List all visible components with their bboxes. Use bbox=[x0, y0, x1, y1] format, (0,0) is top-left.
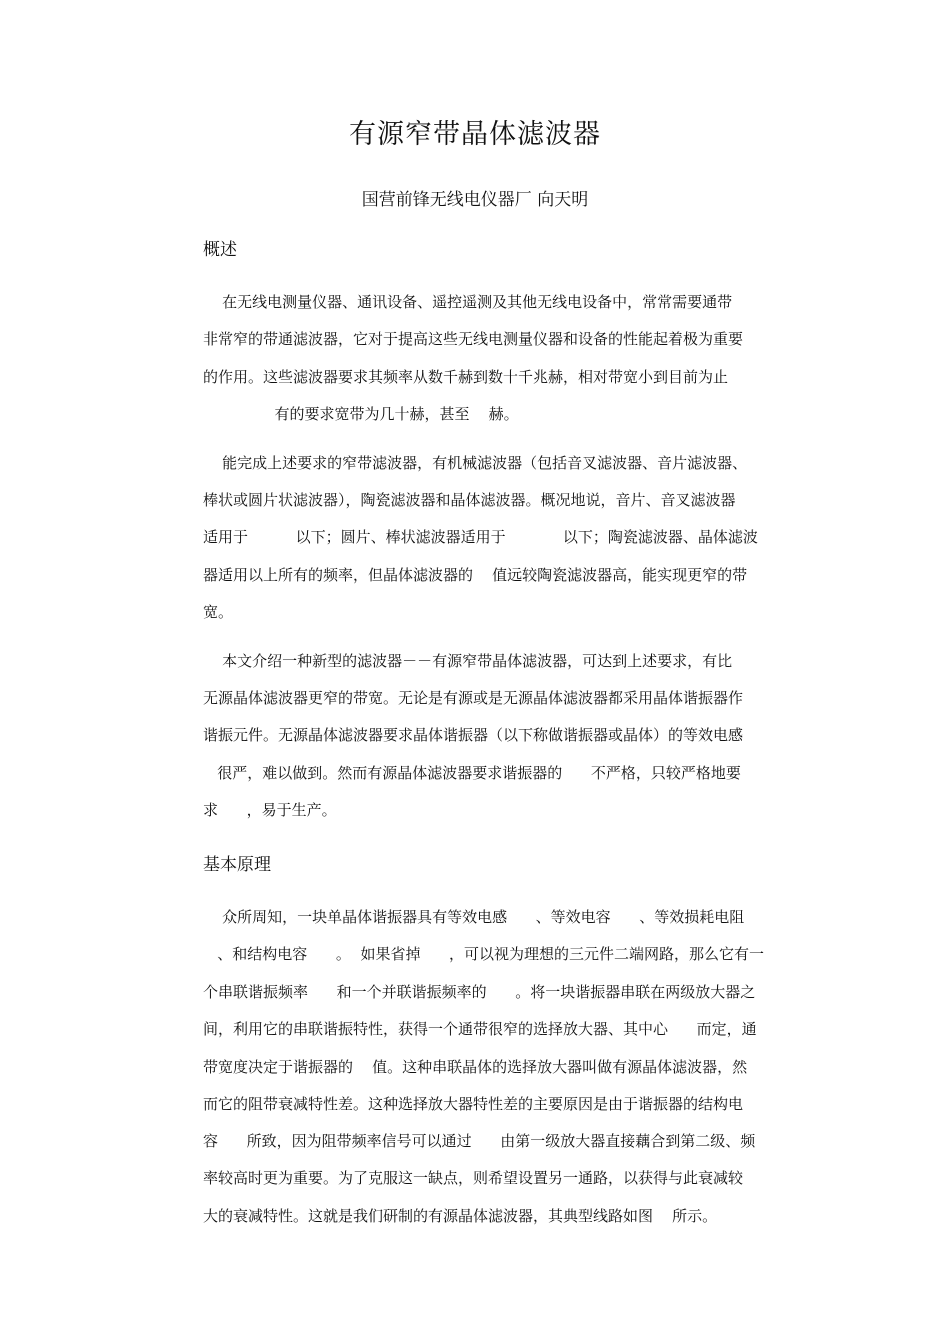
paragraph-line: 适用于 以下；圆片、棒状滤波器适用于 以下；陶瓷滤波器、晶体滤波 bbox=[203, 528, 758, 546]
paragraph-line: 间，利用它的串联谐振特性，获得一个通带很窄的选择放大器、其中心 而定，通 bbox=[203, 1020, 757, 1038]
paragraph-line: 棒状或圆片状滤波器），陶瓷滤波器和晶体滤波器。概况地说，音片、音叉滤波器 bbox=[203, 491, 736, 509]
paragraph-line: 众所周知，一块单晶体谐振器具有等效电感 、等效电容 、等效损耗电阻 bbox=[203, 908, 745, 926]
paragraph-line: 器适用以上所有的频率，但晶体滤波器的 值远较陶瓷滤波器高，能实现更窄的带 bbox=[203, 566, 748, 584]
paragraph-line: 本文介绍一种新型的滤波器－－有源窄带晶体滤波器，可达到上述要求，有比 bbox=[203, 652, 733, 670]
paragraph-line: 能完成上述要求的窄带滤波器，有机械滤波器（包括音叉滤波器、音片滤波器、 bbox=[203, 454, 748, 472]
paragraph-line: 在无线电测量仪器、通讯设备、遥控遥测及其他无线电设备中，常常需要通带 bbox=[203, 293, 733, 311]
paragraph-line: 的作用。这些滤波器要求其频率从数千赫到数十千兆赫，相对带宽小到目前为止 bbox=[203, 368, 729, 386]
paragraph-line: 大的衰减特性。这就是我们研制的有源晶体滤波器，其典型线路如图 所示。 bbox=[203, 1207, 718, 1225]
paragraph-line: 宽。 bbox=[203, 603, 234, 621]
paragraph-line: 很严，难以做到。然而有源晶体滤波器要求谐振器的 不严格，只较严格地要 bbox=[203, 764, 741, 782]
paragraph-line: 无源晶体滤波器更窄的带宽。无论是有源或是无源晶体滤波器都采用晶体谐振器作 bbox=[203, 689, 744, 707]
paragraph-line: 求 ，易于生产。 bbox=[203, 801, 337, 819]
paragraph-line: 谐振元件。无源晶体滤波器要求晶体谐振器（以下称做谐振器或晶体）的等效电感 bbox=[203, 726, 744, 744]
paragraph-line: 容 所致，因为阻带频率信号可以通过 由第一级放大器直接藕合到第二级、频 bbox=[203, 1132, 756, 1150]
paragraph-line: 有的要求宽带为几十赫，甚至 赫。 bbox=[203, 405, 519, 423]
paragraph-line: 而它的阻带衰减特性差。这种选择放大器特性差的主要原因是由于谐振器的结构电 bbox=[203, 1095, 744, 1113]
paragraph-line: 个串联谐振频率 和一个并联谐振频率的 。将一块谐振器串联在两级放大器之 bbox=[203, 983, 756, 1001]
section-heading-overview: 概述 bbox=[203, 240, 237, 260]
section-heading-principle: 基本原理 bbox=[203, 855, 271, 875]
paragraph-line: 、和结构电容 。 如果省掉 ，可以视为理想的三元件二端网路，那么它有一 bbox=[203, 945, 765, 963]
paragraph-line: 非常窄的带通滤波器，它对于提高这些无线电测量仪器和设备的性能起着极为重要 bbox=[203, 330, 744, 348]
document-title: 有源窄带晶体滤波器 bbox=[349, 119, 601, 150]
paragraph-line: 带宽度决定于谐振器的 值。这种串联晶体的选择放大器叫做有源晶体滤波器，然 bbox=[203, 1058, 748, 1076]
document-author: 国营前锋无线电仪器厂 向天明 bbox=[361, 190, 589, 210]
paragraph-line: 率较高时更为重要。为了克服这一缺点，则希望设置另一通路，以获得与此衰减较 bbox=[203, 1169, 744, 1187]
